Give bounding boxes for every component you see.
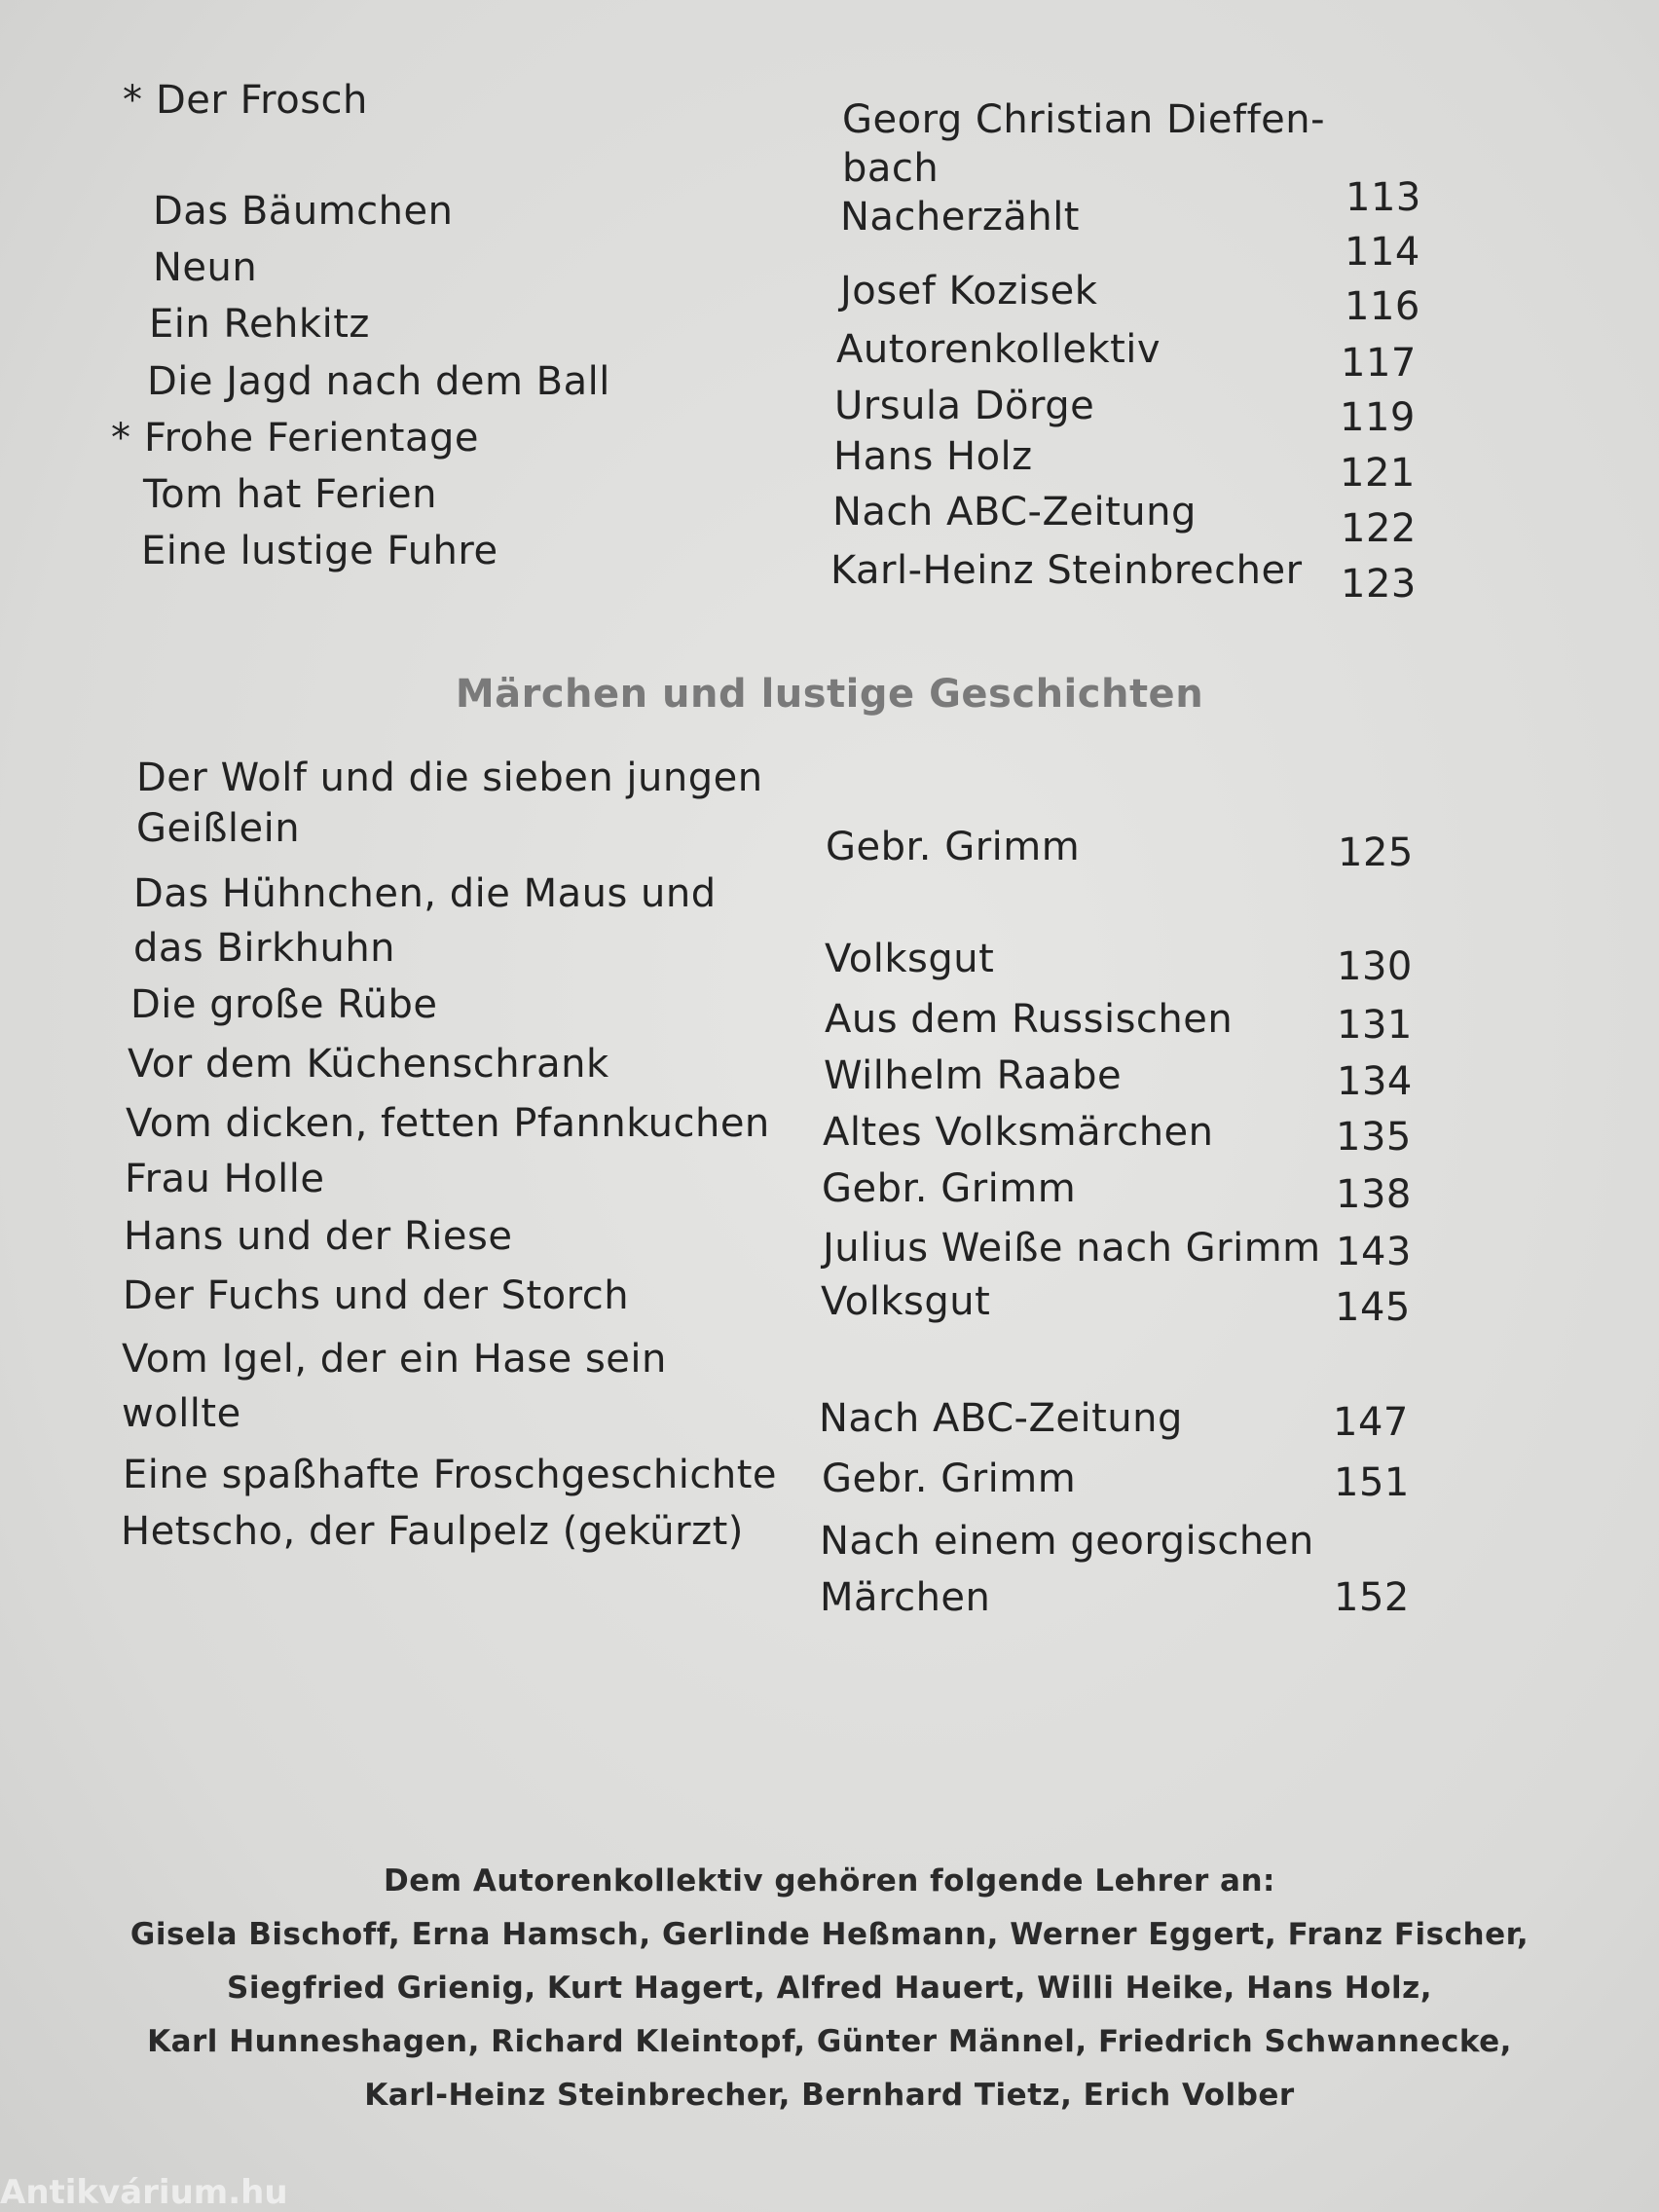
entry-author: Altes Volksmärchen xyxy=(823,1110,1214,1155)
entry-author: Karl-Heinz Steinbrecher xyxy=(830,548,1303,593)
entry-page: 147 xyxy=(1333,1400,1409,1445)
collective-names-line: Karl-Heinz Steinbrecher, Bernhard Tietz, Erich Volber xyxy=(364,2078,1295,2113)
watermark: Antikvárium.hu xyxy=(0,2173,288,2212)
entry-author: Volksgut xyxy=(821,1279,991,1324)
entry-page: 119 xyxy=(1340,395,1416,440)
entry-page: 134 xyxy=(1337,1059,1413,1104)
asterisk-icon: * xyxy=(123,78,143,123)
entry-page: 145 xyxy=(1335,1285,1411,1330)
entry-page: 121 xyxy=(1340,451,1416,496)
entry-author: Aus dem Russischen xyxy=(825,997,1234,1042)
entry-author: Josef Kozisek xyxy=(840,269,1098,313)
entry-page: 152 xyxy=(1334,1575,1410,1620)
entry-author: Hans Holz xyxy=(833,434,1033,479)
entry-title: Neun xyxy=(153,245,258,290)
entry-author: Gebr. Grimm xyxy=(822,1456,1077,1501)
collective-names-line: Siegfried Grienig, Kurt Hagert, Alfred Hauert, Willi Heike, Hans Holz, xyxy=(227,1971,1432,2006)
entry-page: 117 xyxy=(1341,341,1417,386)
entry-title: Die große Rübe xyxy=(130,982,438,1027)
entry-page: 130 xyxy=(1337,944,1413,989)
entry-author: Nach einem georgischen Märchen xyxy=(820,1519,1314,1620)
asterisk-icon: * xyxy=(111,416,131,461)
entry-page: 138 xyxy=(1336,1172,1412,1217)
entry-author: Gebr. Grimm xyxy=(826,825,1081,869)
entry-title: Hetscho, der Faulpelz (gekürzt) xyxy=(121,1509,744,1554)
entry-page: 122 xyxy=(1341,506,1417,551)
entry-title: Tom hat Ferien xyxy=(143,472,437,517)
entry-page: 113 xyxy=(1346,175,1421,220)
entry-title: Vor dem Küchenschrank xyxy=(128,1042,609,1087)
section-heading: Märchen und lustige Geschichten xyxy=(455,672,1204,717)
entry-page: 143 xyxy=(1336,1230,1412,1274)
entry-title: Eine lustige Fuhre xyxy=(141,529,498,573)
entry-author: Ursula Dörge xyxy=(834,384,1095,428)
entry-title: Das Bäumchen xyxy=(153,189,454,234)
entry-page: 114 xyxy=(1345,230,1420,275)
entry-title: Das Hühnchen, die Maus und das Birkhuhn xyxy=(133,871,717,971)
entry-page: 116 xyxy=(1345,284,1420,329)
entry-author: Nach ABC-Zeitung xyxy=(819,1396,1183,1441)
entry-author: Gebr. Grimm xyxy=(822,1166,1077,1211)
entry-title: Hans und der Riese xyxy=(124,1214,513,1259)
entry-page: 123 xyxy=(1341,562,1417,607)
entry-title: Der Fuchs und der Storch xyxy=(123,1273,630,1318)
entry-author: Autorenkollektiv xyxy=(836,327,1161,372)
entry-author: Nacherzählt xyxy=(840,195,1080,240)
collective-block xyxy=(0,1855,1659,2122)
collective-names-line: Gisela Bischoff, Erna Hamsch, Gerlinde Heßmann, Werner Eggert, Franz Fischer, xyxy=(129,1917,1530,1952)
collective-intro: Dem Autorenkollektiv gehören folgende Lehrer an: xyxy=(384,1863,1275,1899)
entry-title: Der Wolf und die sieben jungen Geißlein xyxy=(136,756,763,851)
entry-page: 151 xyxy=(1334,1460,1410,1505)
entry-author: Julius Weiße nach Grimm xyxy=(823,1226,1321,1271)
entry-page: 125 xyxy=(1338,830,1414,875)
entry-title: Eine spaßhafte Froschgeschichte xyxy=(123,1453,778,1497)
entry-author: Volksgut xyxy=(825,937,995,981)
entry-page: 135 xyxy=(1336,1115,1412,1160)
entry-title: Vom Igel, der ein Hase sein wollte xyxy=(122,1337,667,1436)
entry-author: Nach ABC-Zeitung xyxy=(832,490,1197,535)
entry-title: * Der Frosch xyxy=(123,78,368,123)
entry-page: 131 xyxy=(1337,1003,1413,1048)
collective-names-line: Karl Hunneshagen, Richard Kleintopf, Günter Männel, Friedrich Schwannecke, xyxy=(147,2024,1512,2059)
entry-title: * Frohe Ferientage xyxy=(111,416,479,461)
entry-title: Die Jagd nach dem Ball xyxy=(147,359,610,404)
entry-title: Frau Holle xyxy=(125,1157,325,1201)
entry-title: Ein Rehkitz xyxy=(149,302,370,347)
entry-title: Vom dicken, fetten Pfannkuchen xyxy=(126,1101,770,1146)
entry-author: Georg Christian Dieffen- bach xyxy=(842,97,1326,191)
entry-author: Wilhelm Raabe xyxy=(824,1053,1123,1098)
